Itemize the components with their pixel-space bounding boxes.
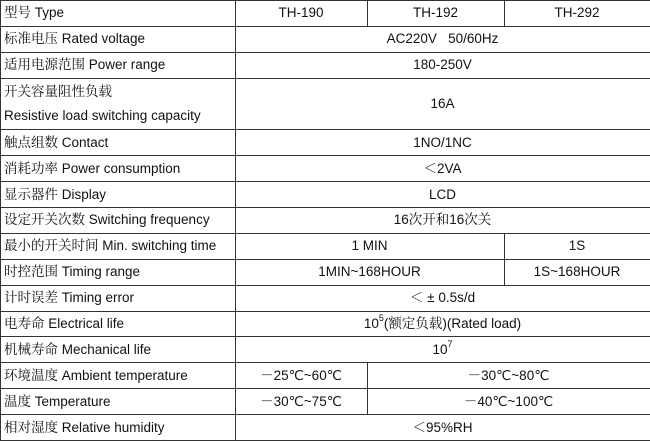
table-row [1,182,650,208]
row-label-rated-voltage: 标准电压 Rated voltage [1,26,236,52]
value-temperature-a: －30℃~75℃ [236,389,368,415]
row-label-ambient-temperature: 环境温度 Ambient temperature [1,363,236,389]
value-exponent: 7 [447,339,453,350]
value-relative-humidity: ＜95%RH [236,415,650,441]
value-temperature-b: －40℃~100℃ [368,389,650,415]
row-label-mechanical-life: 机械寿命 Mechanical life [1,337,236,363]
table-row [1,415,650,441]
table-row [1,337,650,363]
value-power-range: 180-250V [236,52,650,78]
row-label-timing-error: 计时误差 Timing error [1,285,236,311]
value-display: LCD [236,182,650,208]
value-exponent: 5 [378,313,384,324]
value-note: (额定负载)(Rated load) [383,315,522,331]
row-label-switching-frequency: 设定开关次数 Switching frequency [1,208,236,234]
row-label-power-consumption: 消耗功率 Power consumption [1,156,236,182]
table-row [1,156,650,182]
table-row [1,208,650,234]
value-power-consumption: ＜2VA [236,156,650,182]
table-row [1,233,650,259]
table-row [1,78,650,130]
value-th190-type: TH-190 [236,1,368,27]
table-row [1,389,650,415]
row-label-temperature: 温度 Temperature [1,389,236,415]
value-timing-range-a: 1MIN~168HOUR [236,259,505,285]
row-label-display: 显示器件 Display [1,182,236,208]
row-label-relative-humidity: 相对湿度 Relative humidity [1,415,236,441]
value-mechanical-life [236,337,650,363]
value-th192-type: TH-192 [368,1,505,27]
table-row [1,26,650,52]
value-min-switching-time-a: 1 MIN [236,233,505,259]
row-label-switching-capacity [1,78,236,130]
row-label-contact: 触点组数 Contact [1,130,236,156]
row-label-timing-range: 时控范围 Timing range [1,259,236,285]
value-switching-frequency: 16次开和16次关 [236,208,650,234]
value-ambient-temperature-b: －30℃~80℃ [368,363,650,389]
value-ambient-temperature-a: －25℃~60℃ [236,363,368,389]
row-label-line-en: Resistive load switching capacity [4,108,201,123]
value-timing-error: ＜ ± 0.5s/d [236,285,650,311]
table-row [1,52,650,78]
row-label-power-range: 适用电源范围 Power range [1,52,236,78]
value-min-switching-time-b: 1S [505,233,650,259]
value-th292-type: TH-292 [505,1,650,27]
row-label-type: 型号 Type [1,1,236,27]
value-base: 10 [432,341,448,357]
value-timing-range-b: 1S~168HOUR [505,259,650,285]
value-switching-capacity: 16A [236,78,650,130]
table-row [1,311,650,337]
table-row [1,259,650,285]
value-contact: 1NO/1NC [236,130,650,156]
table-row [1,130,650,156]
value-base: 10 [363,315,379,331]
value-electrical-life [236,311,650,337]
row-label-min-switching-time: 最小的开关时间 Min. switching time [1,233,236,259]
table-row [1,1,650,27]
table-row [1,285,650,311]
value-rated-voltage: AC220V 50/60Hz [236,26,650,52]
table-row [1,363,650,389]
row-label-electrical-life: 电寿命 Electrical life [1,311,236,337]
row-label-line-cn: 开关容量阻性负载 [4,84,112,99]
